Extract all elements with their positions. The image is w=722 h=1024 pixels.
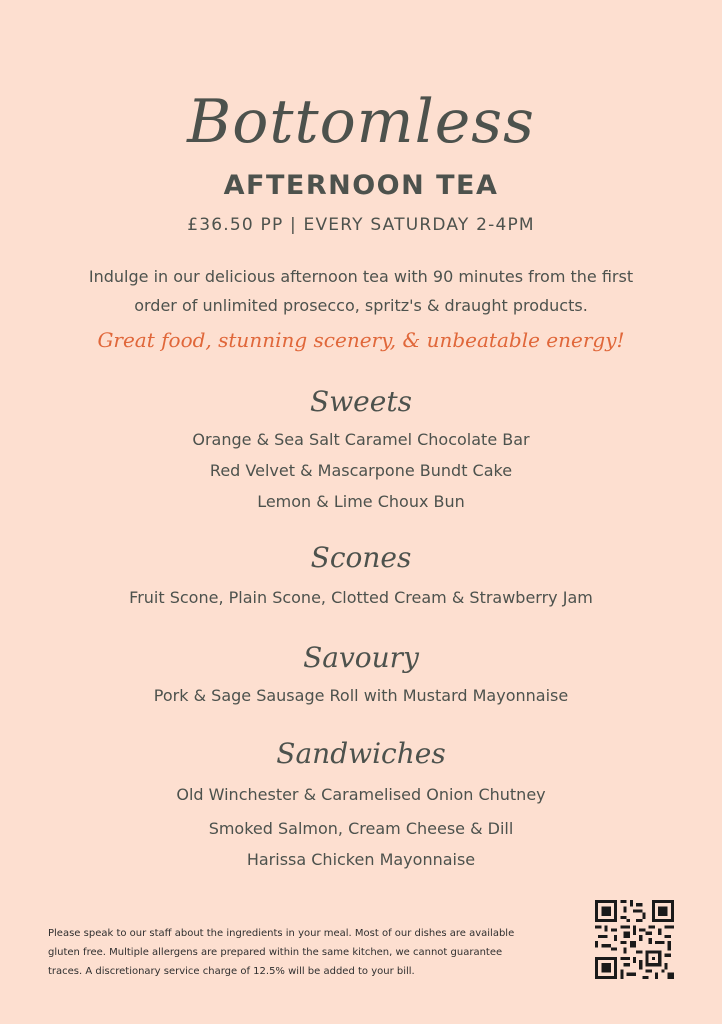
section-heading-savoury: Savoury [303,641,419,674]
allergen-note-line-1: Please speak to our staff about the ingredients in your meal. Most of our dishes are available [48,928,515,939]
menu-item: Pork & Sage Sausage Roll with Mustard Mayonnaise [153,686,569,705]
title-script: Bottomless [187,87,535,157]
allergen-note-line-3: traces. A discretionary service charge of 12.5% will be added to your bill. [48,966,415,977]
menu-item: Lemon & Lime Choux Bun [257,492,465,511]
title-subtitle: AFTERNOON TEA [223,170,499,201]
section-heading-sandwiches: Sandwiches [276,737,446,770]
section-heading-scones: Scones [310,541,412,574]
menu-item: Harissa Chicken Mayonnaise [246,850,476,869]
menu-item: Smoked Salmon, Cream Cheese & Dill [208,819,514,838]
intro-line-1: Indulge in our delicious afternoon tea with 90 minutes from the first [88,267,634,286]
allergen-note-line-2: gluten free. Multiple allergens are prepared within the same kitchen, we cannot guarantee [48,947,503,958]
intro-text [0,262,722,320]
intro-line-2: order of unlimited prosecco, spritz's & draught products. [134,296,588,315]
price-line: £36.50 PP | EVERY SATURDAY 2-4PM [187,215,535,235]
allergen-note [48,924,548,981]
tagline: Great food, stunning scenery, & unbeatable energy! [97,328,625,352]
section-heading-sweets: Sweets [310,385,412,418]
menu-item: Old Winchester & Caramelised Onion Chutney [176,785,546,804]
menu-item: Red Velvet & Mascarpone Bundt Cake [209,461,513,480]
menu-item: Orange & Sea Salt Caramel Chocolate Bar [192,430,530,449]
qr-code-icon[interactable] [595,900,674,979]
menu-item: Fruit Scone, Plain Scone, Clotted Cream & Strawberry Jam [129,588,593,607]
